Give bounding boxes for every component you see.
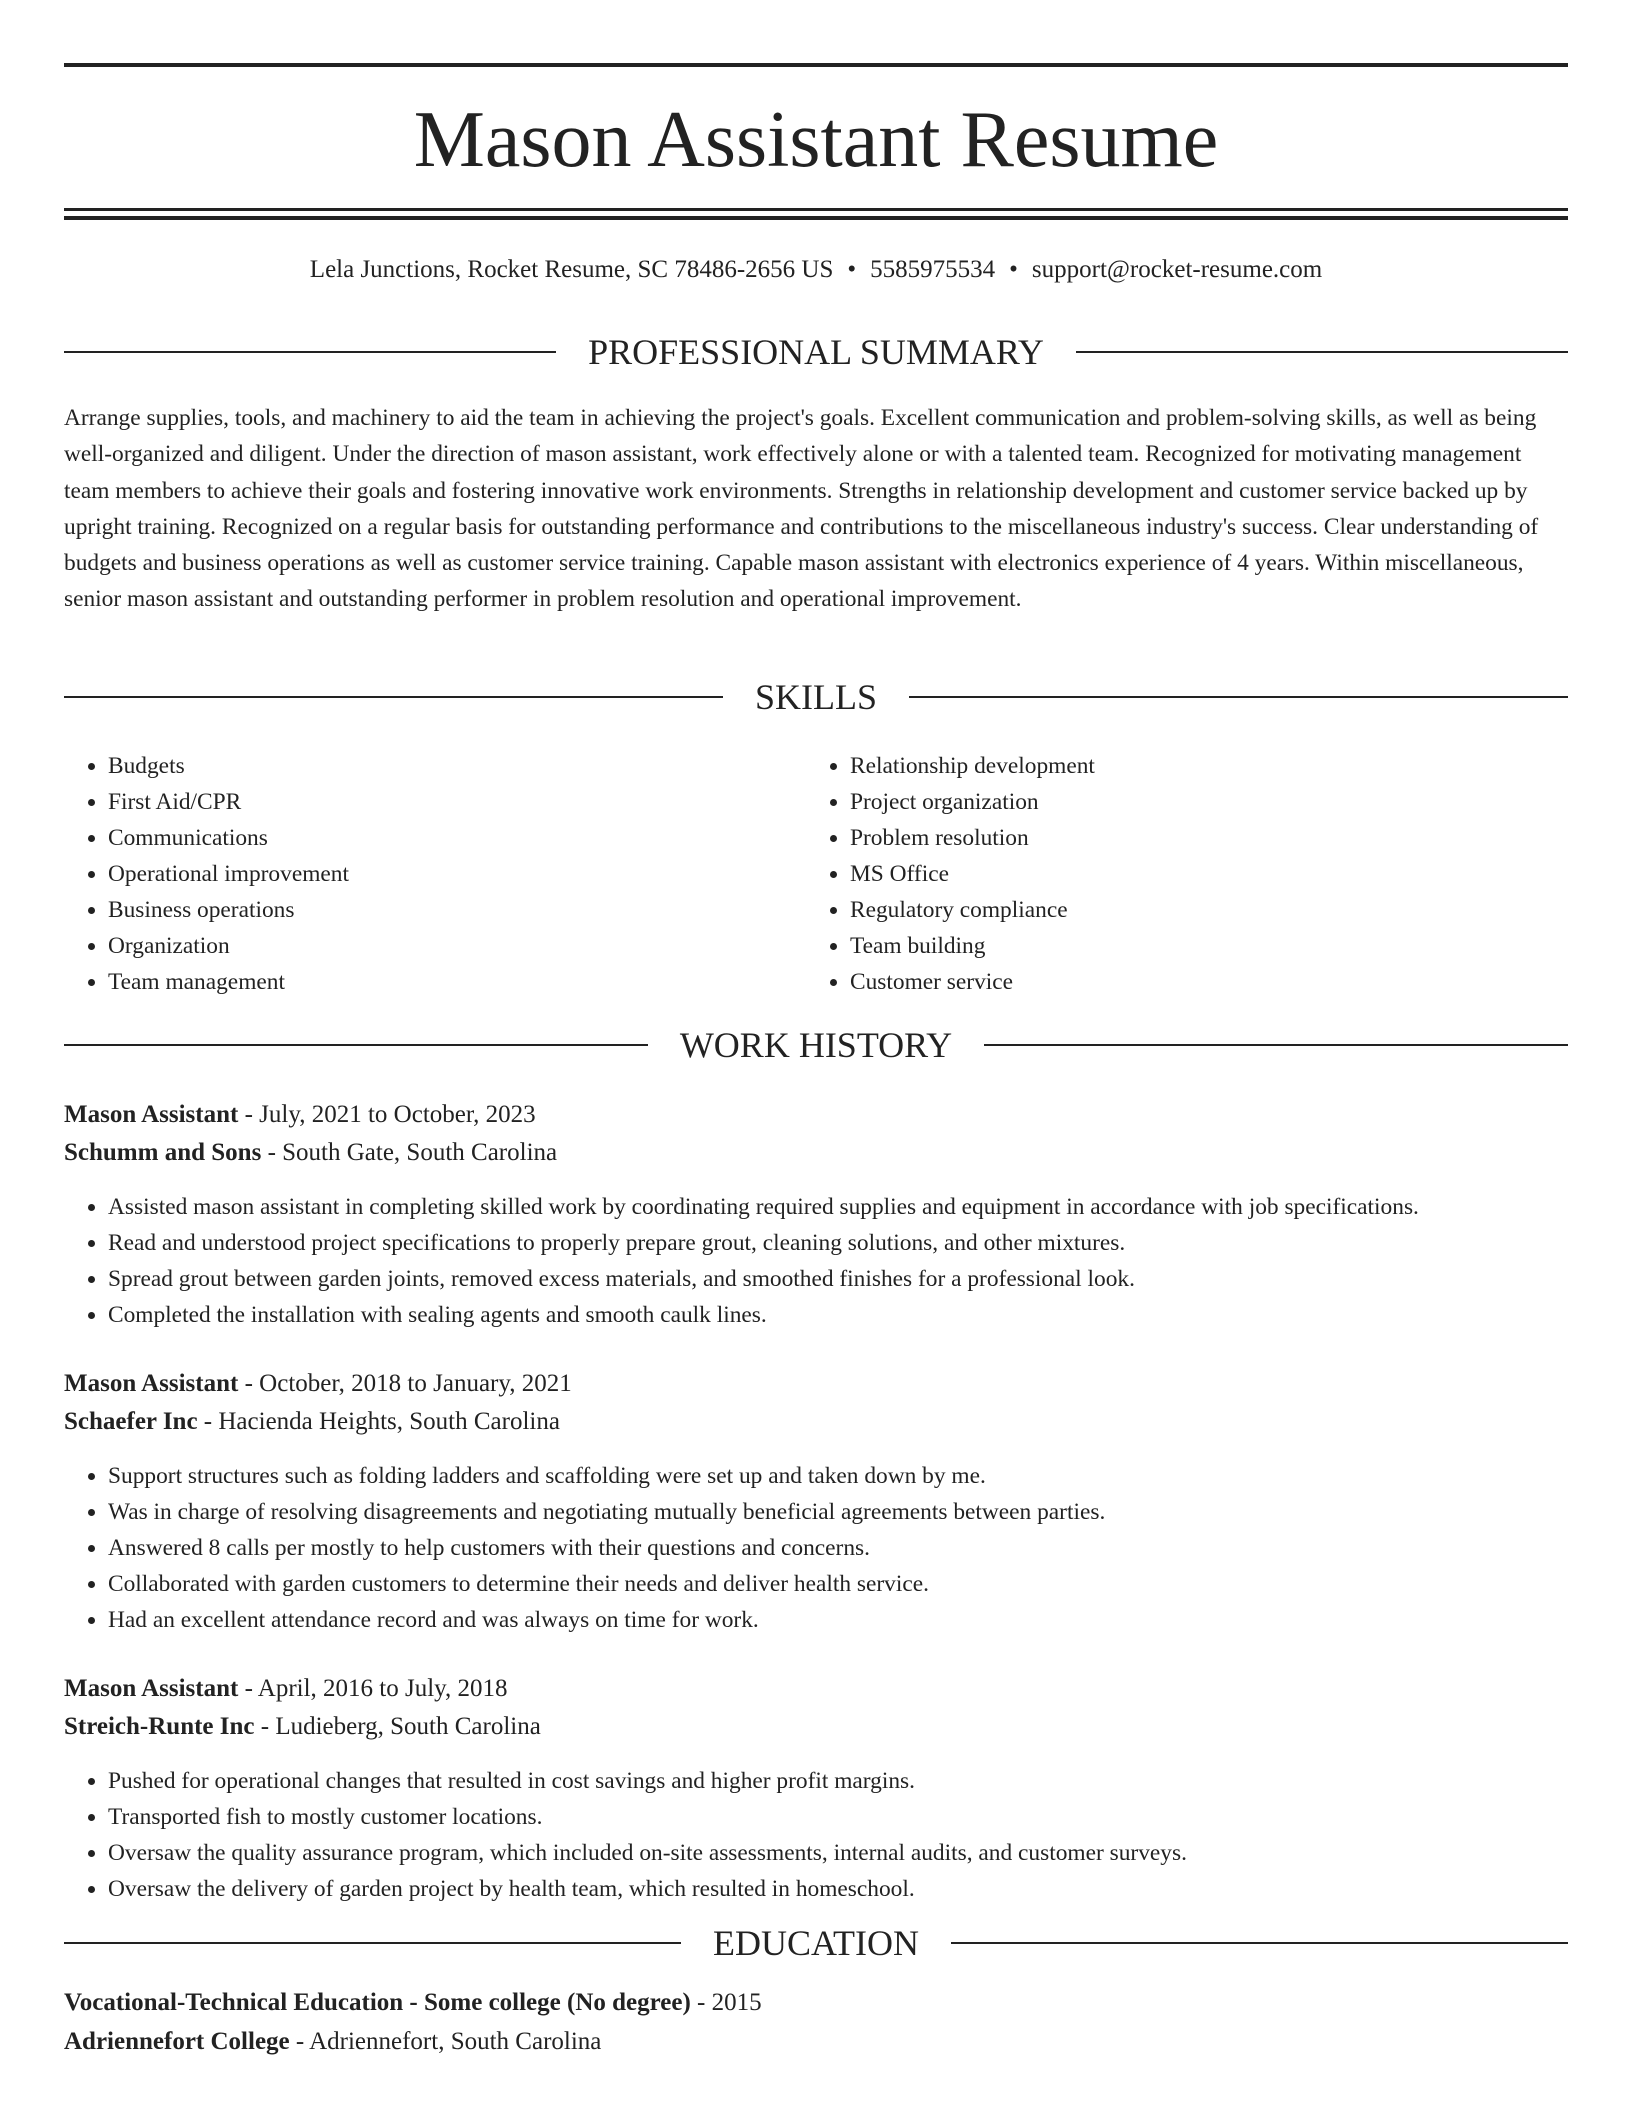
heading-rule xyxy=(64,696,723,698)
section-title: PROFESSIONAL SUMMARY xyxy=(588,332,1044,372)
title-rule-upper xyxy=(64,208,1568,211)
job-title-line xyxy=(64,1671,1568,1707)
skills-column-right xyxy=(806,748,1546,1000)
job-title: Mason Assistant xyxy=(64,1675,239,1702)
duty-item: • Pushed for operational changes that resulted in cost savings and higher profit margins. xyxy=(108,1763,1568,1799)
skills-list xyxy=(806,748,1546,1000)
job-company: Schumm and Sons xyxy=(64,1139,262,1166)
skill-item: • Relationship development xyxy=(850,748,1546,784)
duty-list xyxy=(64,1458,1568,1638)
skill-item: • Project organization xyxy=(850,784,1546,820)
contact-email: support@rocket-resume.com xyxy=(1031,256,1323,283)
duty-item: • Completed the installation with sealing agents and smooth caulk lines. xyxy=(108,1297,1568,1333)
education-degree-line xyxy=(64,1985,1568,2021)
heading-rule xyxy=(909,696,1568,698)
skill-item: • Problem resolution xyxy=(850,820,1546,856)
contact-separator: • xyxy=(1009,256,1018,283)
duty-item: • Was in charge of resolving disagreements and negotiating mutually beneficial agreements between parties. xyxy=(108,1494,1568,1530)
title-rule-lower xyxy=(64,216,1568,220)
section-heading-work-history xyxy=(64,1023,1568,1067)
job-duties xyxy=(64,1189,1568,1333)
duty-item: • Had an excellent attendance record and was always on time for work. xyxy=(108,1602,1568,1638)
job-location: - Ludieberg, South Carolina xyxy=(254,1713,541,1740)
contact-address: Lela Junctions, Rocket Resume, SC 78486-2656 US xyxy=(309,256,834,283)
skill-item: • Organization xyxy=(108,928,804,964)
skill-item: • Budgets xyxy=(108,748,804,784)
heading-rule xyxy=(984,1044,1568,1046)
heading-rule xyxy=(1076,351,1568,353)
duty-item: • Oversaw the quality assurance program, which included on-site assessments, internal audits, and customer surveys. xyxy=(108,1835,1568,1871)
education-year: - 2015 xyxy=(690,1989,762,2016)
contact-line xyxy=(64,252,1568,288)
skill-item: • First Aid/CPR xyxy=(108,784,804,820)
job-company-line xyxy=(64,1135,1568,1171)
summary-text: Arrange supplies, tools, and machinery to aid the team in achieving the project's goals. Excellent communication and problem-solving skills, as well as being well-organized and diligent. Under the direction of mason assistant, work effectively alone or with a talented team. Recognized for motivating management team members to achieve their goals and fostering innovative work environments. Strengths in relationship development and customer service backed up by upright training. Recognized on a regular basis for outstanding performance and contributions to the miscellaneous industry's success. Clear understanding of budgets and business operations as well as customer service training. Capable mason assistant with electronics experience of 4 years. Within miscellaneous, senior mason assistant and outstanding performer in problem resolution and operational improvement. xyxy=(64,405,1539,613)
job-dates: - October, 2018 to January, 2021 xyxy=(238,1370,572,1397)
duty-item: • Read and understood project specifications to properly prepare grout, cleaning solutions, and other mixtures. xyxy=(108,1225,1568,1261)
job-location: - South Gate, South Carolina xyxy=(261,1139,558,1166)
top-rule xyxy=(64,63,1568,67)
education-degree: Vocational-Technical Education - Some college (No degree) xyxy=(64,1989,691,2016)
job-dates: - April, 2016 to July, 2018 xyxy=(238,1675,508,1702)
education-school-line xyxy=(64,2024,1568,2060)
skills-column-left xyxy=(64,748,804,1000)
job-company: Streich-Runte Inc xyxy=(64,1713,255,1740)
heading-rule xyxy=(64,1942,681,1944)
job-location: - Hacienda Heights, South Carolina xyxy=(197,1408,560,1435)
skill-item: • Regulatory compliance xyxy=(850,892,1546,928)
section-heading-summary xyxy=(64,330,1568,374)
skill-item: • Business operations xyxy=(108,892,804,928)
job-dates: - July, 2021 to October, 2023 xyxy=(238,1101,536,1128)
job-duties xyxy=(64,1458,1568,1638)
job-company: Schaefer Inc xyxy=(64,1408,198,1435)
section-title: EDUCATION xyxy=(713,1923,919,1963)
job-duties xyxy=(64,1763,1568,1907)
education-location: - Adriennefort, South Carolina xyxy=(289,2028,602,2055)
section-heading-education xyxy=(64,1921,1568,1965)
heading-rule xyxy=(64,351,556,353)
duty-item: • Support structures such as folding ladders and scaffolding were set up and taken down by me. xyxy=(108,1458,1568,1494)
job-company-line xyxy=(64,1709,1568,1745)
duty-item: • Answered 8 calls per mostly to help customers with their questions and concerns. xyxy=(108,1530,1568,1566)
job-title-line xyxy=(64,1366,1568,1402)
job-company-line xyxy=(64,1404,1568,1440)
duty-item: • Transported fish to mostly customer locations. xyxy=(108,1799,1568,1835)
heading-rule xyxy=(951,1942,1568,1944)
skill-item: • Communications xyxy=(108,820,804,856)
skill-item: • Team building xyxy=(850,928,1546,964)
education-school: Adriennefort College xyxy=(64,2028,290,2055)
section-heading-skills xyxy=(64,675,1568,719)
section-title: SKILLS xyxy=(755,677,878,717)
job-title: Mason Assistant xyxy=(64,1101,239,1128)
skill-item: • Operational improvement xyxy=(108,856,804,892)
duty-list xyxy=(64,1189,1568,1333)
duty-item: • Oversaw the delivery of garden project by health team, which resulted in homeschool. xyxy=(108,1871,1568,1907)
contact-phone: 5585975534 xyxy=(870,256,996,283)
heading-rule xyxy=(64,1044,648,1046)
page-title: Mason Assistant Resume xyxy=(413,96,1219,184)
job-title: Mason Assistant xyxy=(64,1370,239,1397)
job-title-line xyxy=(64,1097,1568,1133)
skill-item: • Customer service xyxy=(850,964,1546,1000)
section-title: WORK HISTORY xyxy=(679,1025,953,1065)
duty-item: • Spread grout between garden joints, removed excess materials, and smoothed finishes for a professional look. xyxy=(108,1261,1568,1297)
skills-list xyxy=(64,748,804,1000)
contact-separator: • xyxy=(847,256,857,283)
duty-item: • Assisted mason assistant in completing skilled work by coordinating required supplies and equipment in accordance with job specifications. xyxy=(108,1189,1568,1225)
duty-item: • Collaborated with garden customers to determine their needs and deliver health service. xyxy=(108,1566,1568,1602)
duty-list xyxy=(64,1763,1568,1907)
skill-item: • MS Office xyxy=(850,856,1546,892)
skill-item: • Team management xyxy=(108,964,804,1000)
